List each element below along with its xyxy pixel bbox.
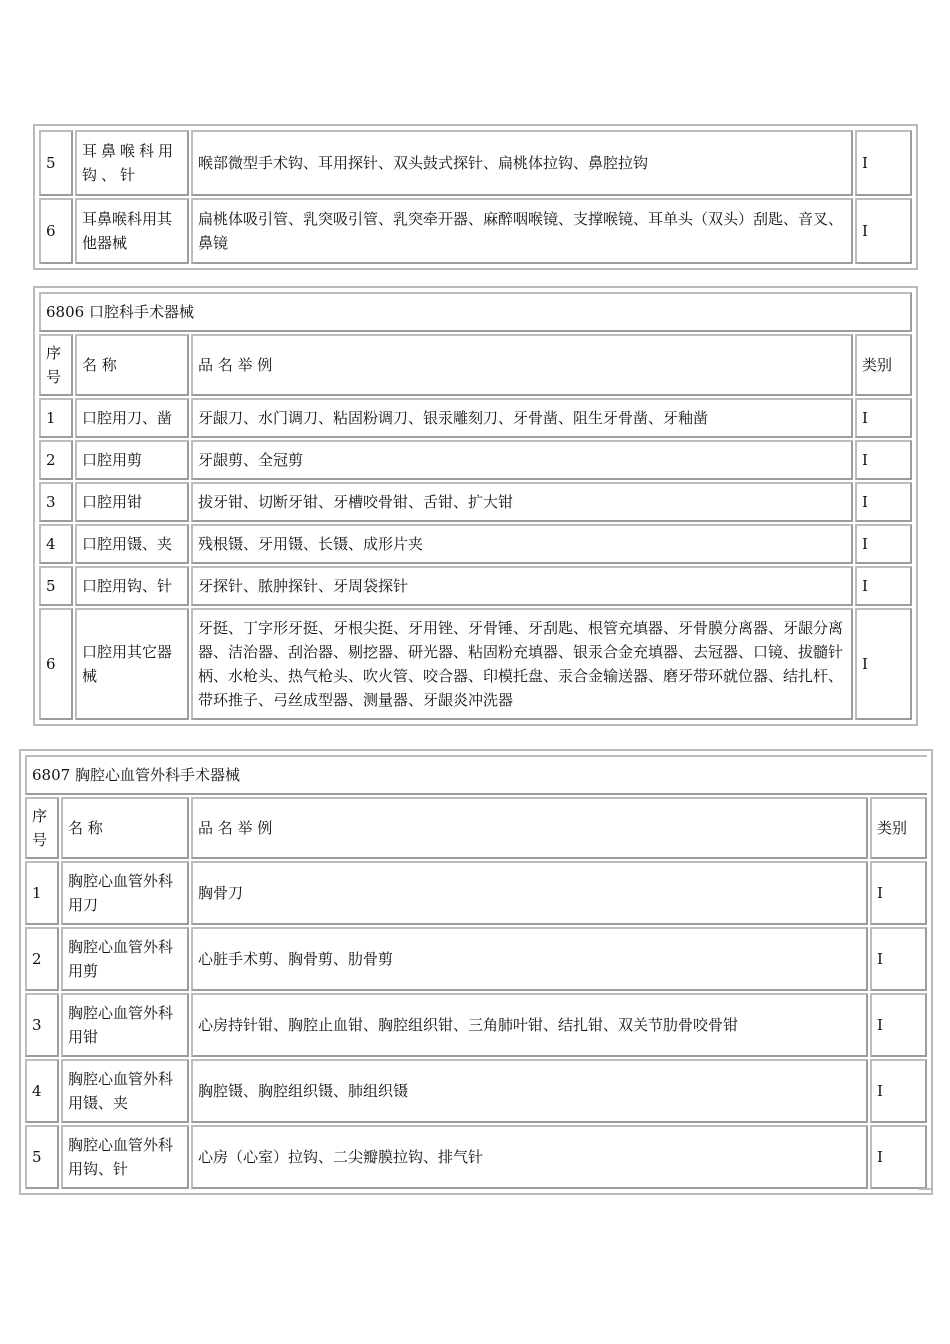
row-name: 胸腔心血管外科用剪 — [61, 927, 189, 991]
ent-instruments-table — [33, 124, 918, 270]
table-title-row — [25, 755, 927, 795]
row-name: 胸腔心血管外科用钳 — [61, 993, 189, 1057]
table-row — [39, 482, 912, 522]
row-name: 耳鼻喉科用其他器械 — [75, 198, 189, 264]
table-row — [39, 524, 912, 564]
row-examples: 心房（心室）拉钩、二尖瓣膜拉钩、排气针 — [191, 1125, 868, 1189]
header-number: 序号 — [25, 797, 59, 859]
row-examples: 残根镊、牙用镊、长镊、成形片夹 — [191, 524, 853, 564]
row-number: 3 — [39, 482, 73, 522]
table-row — [39, 608, 912, 720]
row-category: I — [855, 130, 912, 196]
table-row — [25, 861, 927, 925]
table-row — [39, 440, 912, 480]
header-category: 类别 — [855, 334, 912, 396]
table-row — [25, 1125, 927, 1189]
dental-instruments-table — [33, 286, 918, 726]
row-examples: 牙探针、脓肿探针、牙周袋探针 — [191, 566, 853, 606]
table-title-row — [39, 292, 912, 332]
row-name: 口腔用剪 — [75, 440, 189, 480]
header-category: 类别 — [870, 797, 927, 859]
row-category: I — [870, 993, 927, 1057]
row-name: 口腔用镊、夹 — [75, 524, 189, 564]
row-category: I — [870, 1059, 927, 1123]
row-number: 3 — [25, 993, 59, 1057]
row-category: I — [870, 861, 927, 925]
row-name: 耳鼻喉科用钩、针 — [75, 130, 189, 196]
row-name: 口腔用刀、凿 — [75, 398, 189, 438]
row-category: I — [855, 440, 912, 480]
row-number: 6 — [39, 608, 73, 720]
row-category: I — [870, 1125, 927, 1189]
row-examples: 心脏手术剪、胸骨剪、肋骨剪 — [191, 927, 868, 991]
table-title: 6807 胸腔心血管外科手术器械 — [25, 755, 927, 795]
row-number: 4 — [39, 524, 73, 564]
row-examples: 拔牙钳、切断牙钳、牙槽咬骨钳、舌钳、扩大钳 — [191, 482, 853, 522]
thoracic-cardiovascular-instruments-table — [19, 749, 933, 1195]
table-header-row — [39, 334, 912, 396]
row-number: 5 — [39, 130, 73, 196]
row-category: I — [855, 198, 912, 264]
row-number: 2 — [25, 927, 59, 991]
row-examples: 牙挺、丁字形牙挺、牙根尖挺、牙用锉、牙骨锤、牙刮匙、根管充填器、牙骨膜分离器、牙龈分离器、洁治器、刮治器、剔挖器、研光器、粘固粉充填器、银汞合金充填器、去冠器、口镜、拔髓针柄、水枪头、热气枪头、吹火管、咬合器、印模托盘、汞合金输送器、磨牙带环就位器、结扎杆、带环推子、弓丝成型器、测量器、牙龈炎冲洗器 — [191, 608, 853, 720]
row-number: 1 — [25, 861, 59, 925]
row-category: I — [855, 482, 912, 522]
header-number: 序号 — [39, 334, 73, 396]
row-category: I — [855, 608, 912, 720]
table-row — [39, 566, 912, 606]
table-header-row — [25, 797, 927, 859]
row-number: 5 — [39, 566, 73, 606]
row-name: 胸腔心血管外科用刀 — [61, 861, 189, 925]
table-row — [39, 130, 912, 196]
row-examples: 扁桃体吸引管、乳突吸引管、乳突牵开器、麻醉咽喉镜、支撑喉镜、耳单头（双头）刮匙、音叉、鼻镜 — [191, 198, 853, 264]
row-name: 口腔用钩、针 — [75, 566, 189, 606]
header-name: 名 称 — [61, 797, 189, 859]
row-examples: 牙龈刀、水门调刀、粘固粉调刀、银汞雕刻刀、牙骨凿、阻生牙骨凿、牙釉凿 — [191, 398, 853, 438]
row-number: 1 — [39, 398, 73, 438]
table-row — [25, 993, 927, 1057]
row-examples: 胸腔镊、胸腔组织镊、肺组织镊 — [191, 1059, 868, 1123]
header-examples: 品 名 举 例 — [191, 334, 853, 396]
row-number: 2 — [39, 440, 73, 480]
row-examples: 胸骨刀 — [191, 861, 868, 925]
row-examples: 心房持针钳、胸腔止血钳、胸腔组织钳、三角肺叶钳、结扎钳、双关节肋骨咬骨钳 — [191, 993, 868, 1057]
table-row — [39, 398, 912, 438]
row-name: 胸腔心血管外科用镊、夹 — [61, 1059, 189, 1123]
row-examples: 牙龈剪、全冠剪 — [191, 440, 853, 480]
table-edge-divider — [919, 1188, 931, 1190]
table-row — [25, 927, 927, 991]
row-category: I — [855, 524, 912, 564]
header-name: 名 称 — [75, 334, 189, 396]
row-name: 口腔用钳 — [75, 482, 189, 522]
row-name: 胸腔心血管外科用钩、针 — [61, 1125, 189, 1189]
row-category: I — [870, 927, 927, 991]
row-number: 4 — [25, 1059, 59, 1123]
table-row — [39, 198, 912, 264]
row-number: 5 — [25, 1125, 59, 1189]
table-title: 6806 口腔科手术器械 — [39, 292, 912, 332]
header-examples: 品 名 举 例 — [191, 797, 868, 859]
row-number: 6 — [39, 198, 73, 264]
row-category: I — [855, 566, 912, 606]
table-row — [25, 1059, 927, 1123]
row-category: I — [855, 398, 912, 438]
row-name: 口腔用其它器械 — [75, 608, 189, 720]
row-examples: 喉部微型手术钩、耳用探针、双头鼓式探针、扁桃体拉钩、鼻腔拉钩 — [191, 130, 853, 196]
